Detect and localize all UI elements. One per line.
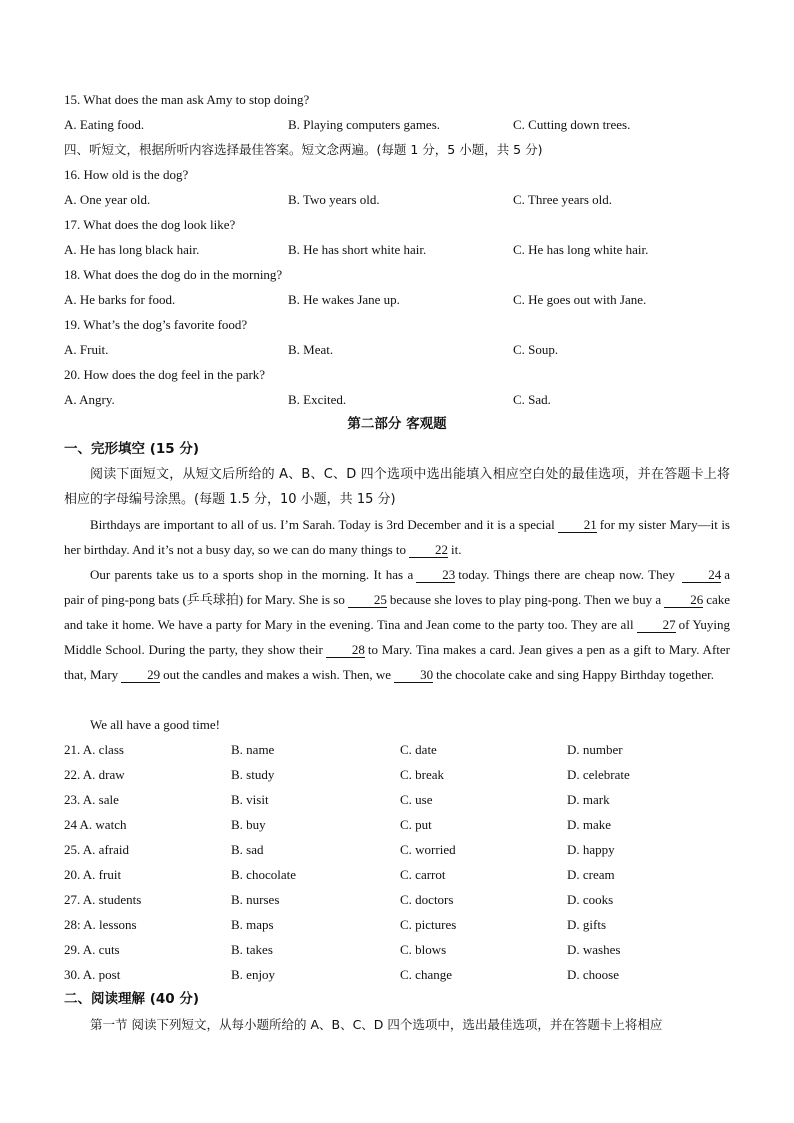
passage-text: out the candles and makes a wish. Then, we <box>163 667 392 682</box>
question-17: 17. What does the dog look like? <box>64 217 236 232</box>
blank-23: 23 <box>416 567 455 583</box>
blank-22: 22 <box>409 542 448 558</box>
option-d: D. mark <box>567 792 610 807</box>
option-b: B. chocolate <box>231 867 296 882</box>
option-c: C. He goes out with Jane. <box>513 292 647 307</box>
question-15-options <box>64 112 732 137</box>
option-c: C. Sad. <box>513 392 551 407</box>
part-2-title: 第二部分 客观题 <box>347 416 447 432</box>
passage-text: to Mary. Tina makes a card. Jean gives a pen as a gift to Mary. After that, Mary <box>64 642 730 682</box>
passage-paragraph-2 <box>64 562 730 687</box>
blank-25: 25 <box>348 592 387 608</box>
option-c: C. blows <box>400 942 447 957</box>
passage-text: for my sister Mary—it is her birthday. And it’s not a busy day, so we can do many things to <box>64 517 730 557</box>
option-a: 28: A. lessons <box>64 917 137 932</box>
options-row-26 <box>64 862 732 887</box>
option-b: B. He has short white hair. <box>288 242 427 257</box>
option-d: D. washes <box>567 942 621 957</box>
section-4-instructions: 四、听短文，根据所听内容选择最佳答案。短文念两遍。(每题 1 分，5 小题，共 5 分) <box>64 142 543 157</box>
blank-29: 29 <box>121 667 160 683</box>
passage-text: because she loves to play ping-pong. Then we buy a <box>389 592 662 607</box>
question-19: 19. What’s the dog’s favorite food? <box>64 317 248 332</box>
passage-text: cake and take it home. We have a party for Mary in the evening. Tina and Jean come to the party too. They are all <box>64 592 730 632</box>
option-b: B. Playing computers games. <box>288 117 441 132</box>
option-d: D. celebrate <box>567 767 630 782</box>
blank-24: 24 <box>682 567 721 583</box>
reading-instructions: 第一节 阅读下列短文，从每小题所给的 A、B、C、D 四个选项中，选出最佳选项，并在答题卡上将相应 <box>90 1017 663 1032</box>
option-b: B. name <box>231 742 275 757</box>
option-b: B. He wakes Jane up. <box>288 292 400 307</box>
options-row-24 <box>64 812 732 837</box>
reading-heading: 二、阅读理解 (40 分) <box>64 991 200 1007</box>
question-20-options <box>64 387 732 412</box>
option-d: D. happy <box>567 842 615 857</box>
question-19-options <box>64 337 732 362</box>
option-b: B. study <box>231 767 275 782</box>
option-c: C. worried <box>400 842 456 857</box>
passage-text: a pair of ping-pong bats (乒乓球拍) for Mary. She is so <box>64 567 730 607</box>
options-row-25 <box>64 837 732 862</box>
option-d: D. gifts <box>567 917 606 932</box>
question-18-options <box>64 287 732 312</box>
question-16-options <box>64 187 732 212</box>
option-a: 29. A. cuts <box>64 942 120 957</box>
option-d: D. cooks <box>567 892 614 907</box>
option-b: B. visit <box>231 792 269 807</box>
passage-paragraph-3: We all have a good time! <box>90 717 220 732</box>
options-row-21 <box>64 737 732 762</box>
option-a: 23. A. sale <box>64 792 119 807</box>
blank-21: 21 <box>558 517 597 533</box>
option-a: 21. A. class <box>64 742 124 757</box>
option-d: D. cream <box>567 867 615 882</box>
option-b: B. Two years old. <box>288 192 380 207</box>
options-row-29 <box>64 937 732 962</box>
question-16: 16. How old is the dog? <box>64 167 189 182</box>
option-a: 20. A. fruit <box>64 867 122 882</box>
option-a: A. One year old. <box>64 192 151 207</box>
option-a: 24 A. watch <box>64 817 127 832</box>
option-b: B. takes <box>231 942 273 957</box>
option-d: D. choose <box>567 967 619 982</box>
question-17-options <box>64 237 732 262</box>
option-b: B. sad <box>231 842 264 857</box>
passage-text: it. <box>451 542 462 557</box>
option-a: A. He has long black hair. <box>64 242 200 257</box>
option-c: C. date <box>400 742 437 757</box>
cloze-heading: 一、完形填空 (15 分) <box>64 441 200 457</box>
option-b: B. Meat. <box>288 342 334 357</box>
question-18: 18. What does the dog do in the morning? <box>64 267 283 282</box>
passage-paragraph-1 <box>64 512 730 562</box>
option-a: A. He barks for food. <box>64 292 176 307</box>
passage-text: Birthdays are important to all of us. I’m Sarah. Today is 3rd December and it is a special <box>90 517 555 532</box>
option-c: C. doctors <box>400 892 454 907</box>
option-b: B. maps <box>231 917 274 932</box>
option-a: A. Fruit. <box>64 342 109 357</box>
options-row-22 <box>64 762 732 787</box>
option-d: D. make <box>567 817 612 832</box>
passage-text: of Yuying Middle School. During the party, they show their <box>64 617 730 657</box>
passage-text: today. Things there are cheap now. They <box>458 567 675 582</box>
cloze-instructions: 阅读下面短文，从短文后所给的 A、B、C、D 四个选项中选出能填入相应空白处的最佳选项，并在答题卡上将相应的字母编号涂黑。(每题 1.5 分，10 小题，共 15 分) <box>64 467 730 507</box>
option-c: C. Cutting down trees. <box>513 117 631 132</box>
option-c: C. break <box>400 767 445 782</box>
option-b: B. enjoy <box>231 967 276 982</box>
blank-28: 28 <box>326 642 365 658</box>
option-a: 25. A. afraid <box>64 842 129 857</box>
passage-text: Our parents take us to a sports shop in the morning. It has a <box>90 567 414 582</box>
option-b: B. nurses <box>231 892 280 907</box>
option-d: D. number <box>567 742 623 757</box>
options-row-27 <box>64 887 732 912</box>
blank-27: 27 <box>637 617 676 633</box>
blank-30: 30 <box>394 667 433 683</box>
option-c: C. carrot <box>400 867 446 882</box>
option-a: 22. A. draw <box>64 767 125 782</box>
option-c: C. put <box>400 817 432 832</box>
option-c: C. pictures <box>400 917 457 932</box>
option-b: B. buy <box>231 817 266 832</box>
passage-text: the chocolate cake and sing Happy Birthday together. <box>436 667 715 682</box>
option-a: 30. A. post <box>64 967 121 982</box>
blank-26: 26 <box>664 592 703 608</box>
option-c: C. use <box>400 792 433 807</box>
option-c: C. change <box>400 967 452 982</box>
option-a: 27. A. students <box>64 892 142 907</box>
question-15: 15. What does the man ask Amy to stop doing? <box>64 92 310 107</box>
option-c: C. He has long white hair. <box>513 242 649 257</box>
question-20: 20. How does the dog feel in the park? <box>64 367 266 382</box>
option-c: C. Three years old. <box>513 192 613 207</box>
option-b: B. Excited. <box>288 392 347 407</box>
option-a: A. Eating food. <box>64 117 145 132</box>
options-row-28 <box>64 912 732 937</box>
option-a: A. Angry. <box>64 392 115 407</box>
option-c: C. Soup. <box>513 342 559 357</box>
options-row-30 <box>64 962 732 987</box>
options-row-23 <box>64 787 732 812</box>
